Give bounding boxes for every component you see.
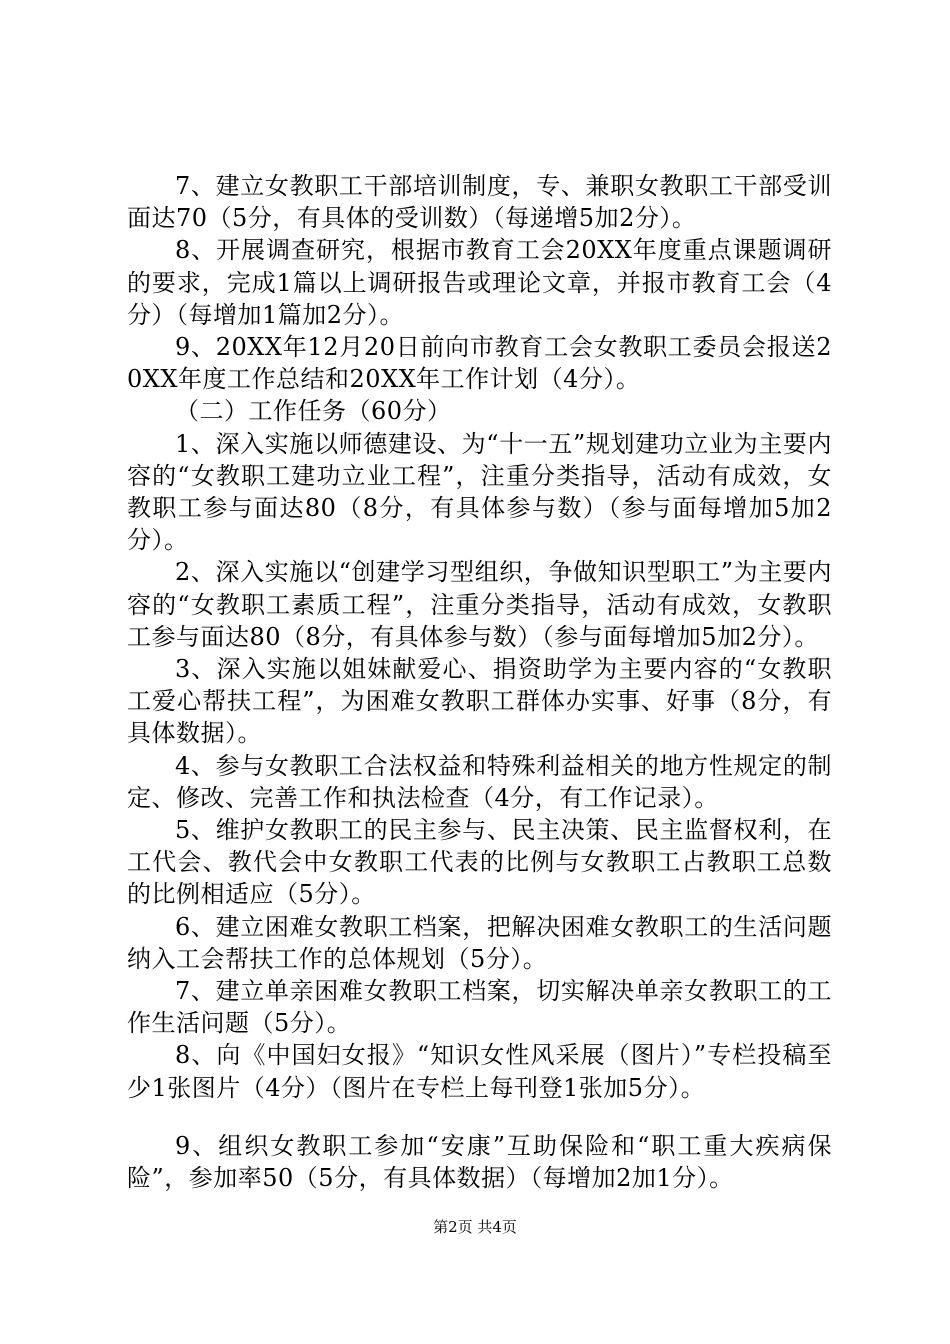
- paragraph-13: 9、组织女教职工参加“安康”互助保险和“职工重大疾病保险”，参加率50（5分，有具体数据）（每增加2加1分）。: [127, 1131, 832, 1193]
- paragraph-10: 6、建立困难女教职工档案，把解决困难女教职工的生活问题纳入工会帮扶工作的总体规划（5分）。: [127, 912, 832, 973]
- paragraph-6: 2、深入实施以“创建学习型组织，争做知识型职工”为主要内容的“女教职工素质工程”，注重分类指导，活动有成效，女教职工参与面达80（8分，有具体参与数）（参与面每增加5加2分）。: [127, 558, 832, 651]
- paragraph-1: 7、建立女教职工干部培训制度，专、兼职女教职工干部受训面达70（5分，有具体的受训数）（每递增5加2分）。: [127, 172, 832, 233]
- paragraph-2: 8、开展调查研究，根据市教育工会20XX年度重点课题调研的要求，完成1篇以上调研报告或理论文章，并报市教育工会（4分）（每增加1篇加2分）。: [127, 236, 832, 329]
- paragraph-5: 1、深入实施以师德建设、为“十一五”规划建功立业为主要内容的“女教职工建功立业工程”，注重分类指导，活动有成效，女教职工参与面达80（8分，有具体参与数）（参与面每增加5加2分）。: [127, 429, 832, 555]
- paragraph-11: 7、建立单亲困难女教职工档案，切实解决单亲女教职工的工作生活问题（5分）。: [127, 977, 832, 1038]
- page-footer: 第2页 共4页: [433, 1218, 517, 1236]
- paragraph-9: 5、维护女教职工的民主参与、民主决策、民主监督权利，在工代会、教代会中女教职工代表的比例与女教职工占教职工总数的比例相适应（5分）。: [127, 816, 832, 909]
- document-body: [127, 170, 832, 1194]
- section-heading: （二）工作任务（60分）: [175, 397, 452, 426]
- paragraph-12: 8、向《中国妇女报》“知识女性风采展（图片）”专栏投稿至少1张图片（4分）（图片在专栏上每刊登1张加5分）。: [127, 1041, 832, 1102]
- paragraph-7: 3、深入实施以姐妹献爱心、捐资助学为主要内容的“女教职工爱心帮扶工程”，为困难女教职工群体办实事、好事（8分，有具体数据）。: [127, 655, 832, 748]
- paragraph-3: 9、20XX年12月20日前向市教育工会女教职工委员会报送20XX年度工作总结和20XX年工作计划（4分）。: [127, 333, 832, 394]
- paragraph-8: 4、参与女教职工合法权益和特殊利益相关的地方性规定的制定、修改、完善工作和执法检查（4分，有工作记录）。: [127, 751, 832, 812]
